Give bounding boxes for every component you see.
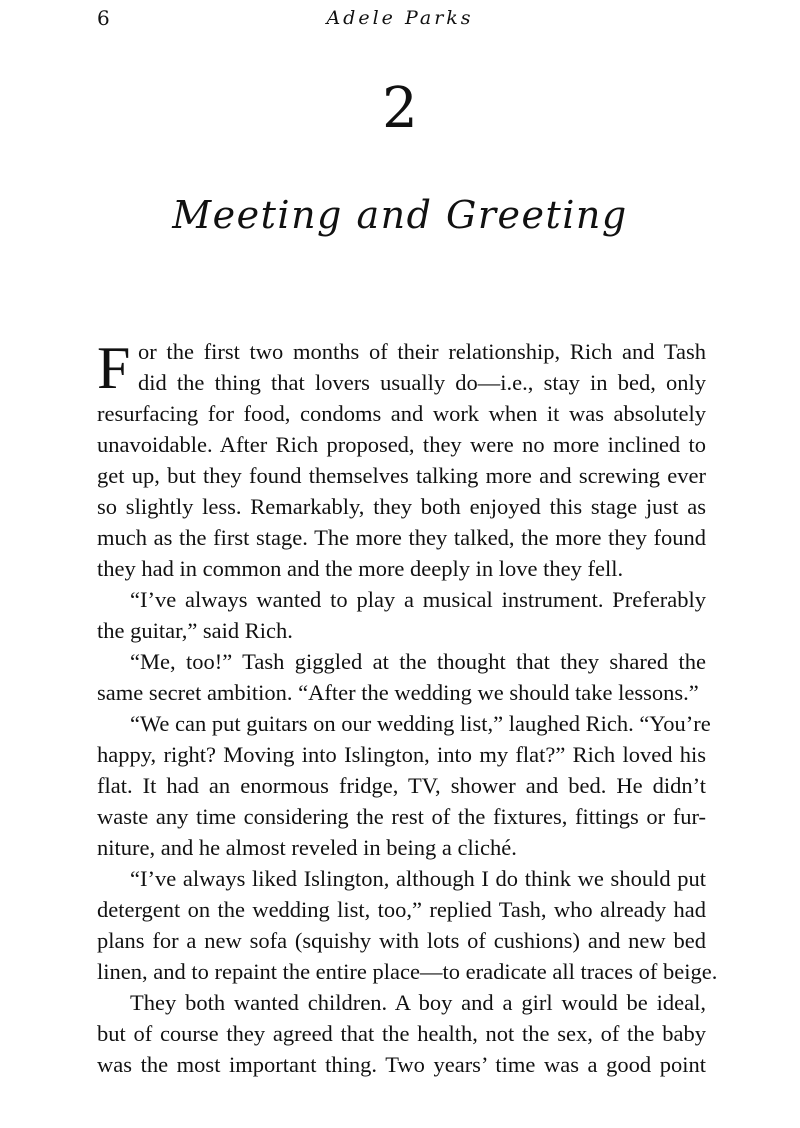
text-line: flat. It had an enormous fridge, TV, shower and bed. He didn’t — [97, 773, 706, 798]
text-line: “We can put guitars on our wedding list,” laughed Rich. “You’re — [130, 711, 711, 736]
text-line: “Me, too!” Tash giggled at the thought that they shared the — [130, 649, 706, 674]
text-line: detergent on the wedding list, too,” replied Tash, who already had — [97, 897, 706, 922]
text-line: niture, and he almost reveled in being a cliché. — [97, 835, 517, 860]
text-line: linen, and to repaint the entire place—to eradicate all traces of beige. — [97, 959, 718, 984]
text-line: resurfacing for food, condoms and work when it was absolutely — [97, 401, 706, 426]
text-line: but of course they agreed that the health, not the sex, of the baby — [97, 1021, 706, 1046]
text-line: waste any time considering the rest of the fixtures, fittings or fur- — [97, 804, 706, 829]
body-text — [97, 335, 718, 1080]
text-line: the guitar,” said Rich. — [97, 618, 293, 643]
chapter-title: Meeting and Greeting — [172, 193, 628, 237]
text-line: They both wanted children. A boy and a girl would be ideal, — [130, 990, 706, 1015]
text-line: “I’ve always wanted to play a musical instrument. Preferably — [130, 587, 706, 612]
text-line: or the first two months of their relationship, Rich and Tash — [138, 339, 706, 364]
running-head-author: Adele Parks — [326, 7, 474, 29]
text-line: they had in common and the more deeply in love they fell. — [97, 556, 624, 581]
text-line: same secret ambition. “After the wedding we should take lessons.” — [97, 680, 699, 705]
drop-cap: F — [97, 335, 131, 401]
text-line: “I’ve always liked Islington, although I do think we should put — [130, 866, 706, 891]
text-line: much as the first stage. The more they talked, the more they found — [97, 525, 706, 550]
text-line: did the thing that lovers usually do—i.e., stay in bed, only — [138, 370, 706, 395]
text-line: unavoidable. After Rich proposed, they were no more inclined to — [97, 432, 706, 457]
chapter-number: 2 — [382, 76, 418, 141]
text-line: plans for a new sofa (squishy with lots of cushions) and new bed — [97, 928, 706, 953]
text-line: happy, right? Moving into Islington, into my flat?” Rich loved his — [97, 742, 706, 767]
text-line: get up, but they found themselves talking more and screwing ever — [97, 463, 706, 488]
text-line: was the most important thing. Two years’ time was a good point — [97, 1052, 706, 1077]
page-number: 6 — [97, 6, 110, 30]
text-line: so slightly less. Remarkably, they both enjoyed this stage just as — [97, 494, 706, 519]
